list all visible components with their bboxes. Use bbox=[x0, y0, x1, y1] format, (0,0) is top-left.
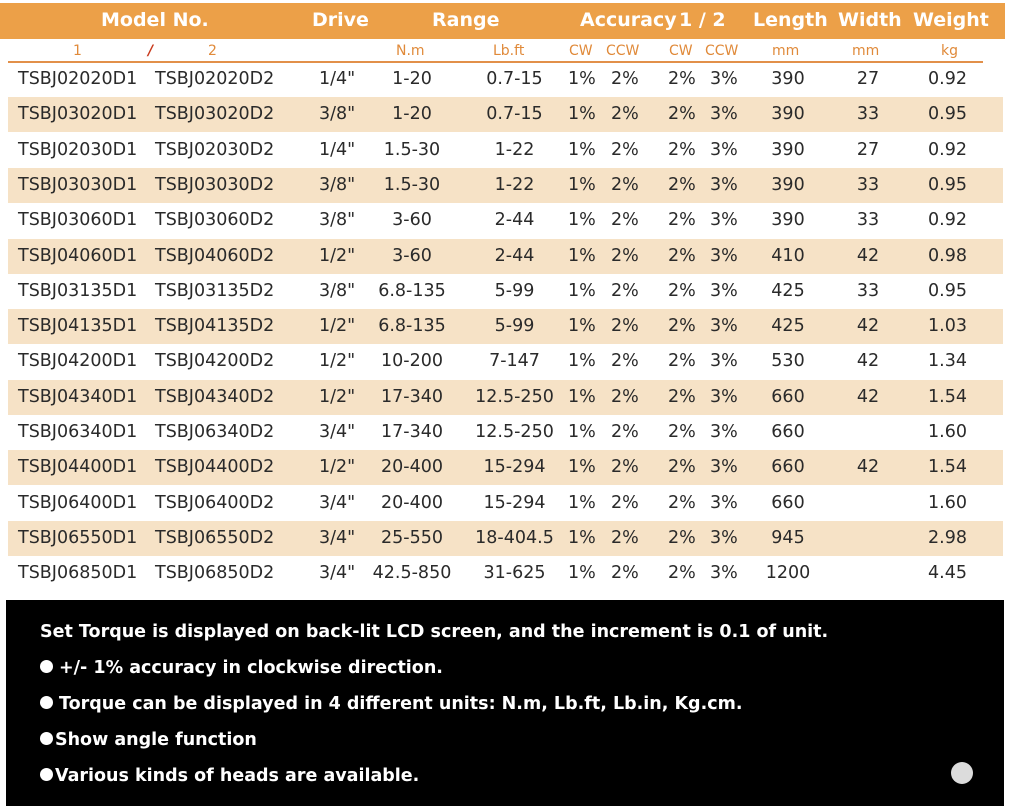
range-lbft-cell: 12.5-250 bbox=[475, 422, 554, 442]
table-row bbox=[8, 486, 1003, 521]
range-nm-cell: 6.8-135 bbox=[378, 316, 446, 337]
accuracy-cw2-cell: 2% bbox=[668, 422, 696, 442]
subheader-ccw1: CCW bbox=[606, 43, 640, 59]
drive-cell: 1/2" bbox=[319, 457, 356, 478]
drive-cell: 1/4" bbox=[319, 69, 356, 89]
table-row bbox=[8, 168, 1003, 203]
length-cell: 390 bbox=[771, 210, 805, 231]
model-1-cell: TSBJ04340D1 bbox=[18, 386, 138, 407]
model-1-cell: TSBJ04200D1 bbox=[18, 351, 138, 372]
length-cell: 660 bbox=[771, 457, 805, 478]
subheader-model-2: 2 bbox=[208, 43, 217, 59]
accuracy-cw2-cell: 2% bbox=[668, 457, 696, 478]
accuracy-cw1-cell: 1% bbox=[568, 492, 596, 513]
bullet-icon bbox=[40, 768, 53, 781]
range-nm-cell: 42.5-850 bbox=[372, 563, 452, 584]
accuracy-cw2-cell: 2% bbox=[668, 563, 696, 584]
length-cell: 390 bbox=[771, 69, 805, 89]
accuracy-cw1-cell: 1% bbox=[568, 527, 596, 548]
feature-item-2 bbox=[40, 658, 443, 678]
weight-cell: 4.45 bbox=[928, 563, 967, 584]
accuracy-ccw2-cell: 3% bbox=[710, 104, 738, 125]
accuracy-ccw1-cell: 2% bbox=[611, 69, 639, 89]
weight-cell: 1.34 bbox=[928, 351, 967, 372]
table-row bbox=[8, 380, 1003, 415]
range-lbft-cell: 15-294 bbox=[483, 492, 546, 513]
accuracy-ccw1-cell: 2% bbox=[611, 139, 639, 160]
accuracy-ccw1-cell: 2% bbox=[611, 210, 639, 231]
range-nm-cell: 25-550 bbox=[381, 527, 443, 548]
drive-cell: 1/2" bbox=[319, 316, 356, 337]
header-width: Width bbox=[838, 9, 902, 31]
accuracy-cw2-cell: 2% bbox=[668, 174, 696, 195]
drive-cell: 3/4" bbox=[319, 492, 356, 513]
table-row bbox=[8, 62, 1003, 97]
bullet-icon bbox=[40, 696, 53, 709]
length-cell: 660 bbox=[771, 386, 805, 407]
accuracy-cw2-cell: 2% bbox=[668, 492, 696, 513]
accuracy-ccw2-cell: 3% bbox=[710, 210, 738, 231]
width-cell: 42 bbox=[856, 245, 880, 266]
model-2-cell: TSBJ03060D2 bbox=[155, 210, 275, 231]
header-model-no: Model No. bbox=[101, 9, 209, 31]
accuracy-cw2-cell: 2% bbox=[668, 527, 696, 548]
accuracy-ccw1-cell: 2% bbox=[611, 422, 639, 442]
length-cell: 660 bbox=[771, 492, 805, 513]
width-cell bbox=[848, 415, 888, 450]
length-cell: 425 bbox=[771, 316, 805, 337]
subheader-width-unit: mm bbox=[852, 43, 880, 59]
model-1-cell: TSBJ02020D1 bbox=[18, 69, 138, 89]
accuracy-cw2-cell: 2% bbox=[668, 316, 696, 337]
accuracy-cw1-cell: 1% bbox=[568, 422, 596, 442]
model-1-cell: TSBJ03135D1 bbox=[18, 280, 138, 301]
header-range: Range bbox=[432, 9, 500, 31]
header-length: Length bbox=[753, 9, 828, 31]
subheader-slash: / bbox=[148, 43, 154, 59]
width-cell: 33 bbox=[856, 280, 880, 301]
model-2-cell: TSBJ04060D2 bbox=[155, 245, 275, 266]
accuracy-ccw1-cell: 2% bbox=[611, 104, 639, 125]
table-header bbox=[0, 3, 1005, 39]
length-cell: 660 bbox=[771, 422, 805, 442]
drive-cell: 1/2" bbox=[319, 386, 356, 407]
model-2-cell: TSBJ02020D2 bbox=[155, 69, 275, 89]
header-weight: Weight bbox=[913, 9, 989, 31]
width-cell: 42 bbox=[856, 316, 880, 337]
accuracy-cw2-cell: 2% bbox=[668, 69, 696, 89]
model-2-cell: TSBJ04135D2 bbox=[155, 316, 275, 337]
range-lbft-cell: 2-44 bbox=[494, 210, 535, 231]
weight-cell: 0.98 bbox=[928, 245, 967, 266]
range-nm-cell: 3-60 bbox=[392, 210, 432, 231]
model-2-cell: TSBJ04400D2 bbox=[155, 457, 275, 478]
subheader-length-unit: mm bbox=[772, 43, 800, 59]
model-1-cell: TSBJ06850D1 bbox=[18, 563, 138, 584]
model-2-cell: TSBJ06850D2 bbox=[155, 563, 275, 584]
accuracy-ccw2-cell: 3% bbox=[710, 280, 738, 301]
model-1-cell: TSBJ03030D1 bbox=[18, 174, 138, 195]
accuracy-ccw2-cell: 3% bbox=[710, 492, 738, 513]
subheader-cw1: CW bbox=[569, 43, 593, 59]
width-cell bbox=[848, 521, 888, 556]
length-cell: 390 bbox=[771, 139, 805, 160]
width-cell: 42 bbox=[856, 457, 880, 478]
accuracy-ccw2-cell: 3% bbox=[710, 139, 738, 160]
accuracy-cw1-cell: 1% bbox=[568, 245, 596, 266]
header-drive: Drive bbox=[312, 9, 369, 31]
accuracy-cw1-cell: 1% bbox=[568, 104, 596, 125]
drive-cell: 1/2" bbox=[319, 351, 356, 372]
weight-cell: 0.92 bbox=[928, 139, 967, 160]
range-lbft-cell: 1-22 bbox=[494, 139, 535, 160]
feature-text-4: Show angle function bbox=[55, 730, 257, 750]
length-cell: 1200 bbox=[765, 563, 811, 584]
drive-cell: 1/2" bbox=[319, 245, 356, 266]
table-row bbox=[8, 97, 1003, 132]
table-row bbox=[8, 309, 1003, 344]
weight-cell: 1.54 bbox=[928, 457, 967, 478]
drive-cell: 3/4" bbox=[319, 527, 356, 548]
feature-item-3 bbox=[40, 694, 743, 714]
accuracy-ccw1-cell: 2% bbox=[611, 527, 639, 548]
table-row bbox=[8, 415, 1003, 450]
range-nm-cell: 1-20 bbox=[392, 104, 432, 125]
accuracy-cw2-cell: 2% bbox=[668, 139, 696, 160]
weight-cell: 1.60 bbox=[928, 492, 967, 513]
weight-cell: 1.03 bbox=[928, 316, 967, 337]
model-1-cell: TSBJ04400D1 bbox=[18, 457, 138, 478]
feature-text-2: +/- 1% accuracy in clockwise direction. bbox=[59, 658, 443, 678]
accuracy-cw1-cell: 1% bbox=[568, 139, 596, 160]
table-row bbox=[8, 450, 1003, 485]
model-1-cell: TSBJ06400D1 bbox=[18, 492, 138, 513]
accuracy-cw1-cell: 1% bbox=[568, 457, 596, 478]
range-nm-cell: 17-340 bbox=[381, 422, 443, 442]
accuracy-cw2-cell: 2% bbox=[668, 386, 696, 407]
range-nm-cell: 1.5-30 bbox=[383, 139, 441, 160]
drive-cell: 1/4" bbox=[319, 139, 356, 160]
accuracy-ccw2-cell: 3% bbox=[710, 174, 738, 195]
drive-cell: 3/8" bbox=[319, 174, 356, 195]
header-accuracy: Accuracy bbox=[580, 9, 677, 31]
table-row bbox=[8, 203, 1003, 238]
accuracy-cw1-cell: 1% bbox=[568, 386, 596, 407]
length-cell: 390 bbox=[771, 174, 805, 195]
accuracy-cw1-cell: 1% bbox=[568, 210, 596, 231]
feature-text-3: Torque can be displayed in 4 different units: N.m, Lb.ft, Lb.in, Kg.cm. bbox=[59, 694, 743, 714]
range-lbft-cell: 7-147 bbox=[489, 351, 540, 372]
weight-cell: 0.95 bbox=[928, 104, 967, 125]
accuracy-cw1-cell: 1% bbox=[568, 174, 596, 195]
range-nm-cell: 1.5-30 bbox=[383, 174, 441, 195]
feature-line-1: Set Torque is displayed on back-lit LCD screen, and the increment is 0.1 of unit. bbox=[40, 622, 829, 642]
range-lbft-cell: 18-404.5 bbox=[475, 527, 554, 548]
subheader-cw2: CW bbox=[669, 43, 693, 59]
range-nm-cell: 6.8-135 bbox=[378, 280, 446, 301]
range-nm-cell: 20-400 bbox=[381, 457, 443, 478]
width-cell: 42 bbox=[856, 351, 880, 372]
length-cell: 410 bbox=[771, 245, 805, 266]
accuracy-cw1-cell: 1% bbox=[568, 563, 596, 584]
feature-item-5 bbox=[40, 766, 419, 786]
range-nm-cell: 20-400 bbox=[381, 492, 443, 513]
range-nm-cell: 1-20 bbox=[392, 69, 432, 89]
model-2-cell: TSBJ03030D2 bbox=[155, 174, 275, 195]
drive-cell: 3/8" bbox=[319, 280, 356, 301]
range-lbft-cell: 0.7-15 bbox=[486, 104, 543, 125]
accuracy-cw1-cell: 1% bbox=[568, 69, 596, 89]
weight-cell: 2.98 bbox=[928, 527, 967, 548]
model-2-cell: TSBJ02030D2 bbox=[155, 139, 275, 160]
model-2-cell: TSBJ03020D2 bbox=[155, 104, 275, 125]
range-lbft-cell: 5-99 bbox=[494, 316, 535, 337]
model-1-cell: TSBJ04135D1 bbox=[18, 316, 138, 337]
length-cell: 945 bbox=[771, 527, 805, 548]
width-cell bbox=[848, 556, 888, 591]
model-1-cell: TSBJ06340D1 bbox=[18, 422, 138, 442]
subheader-nm: N.m bbox=[396, 43, 425, 59]
accuracy-ccw1-cell: 2% bbox=[611, 386, 639, 407]
width-cell: 33 bbox=[856, 210, 880, 231]
feature-box bbox=[6, 600, 1004, 806]
model-1-cell: TSBJ03020D1 bbox=[18, 104, 138, 125]
model-1-cell: TSBJ03060D1 bbox=[18, 210, 138, 231]
range-nm-cell: 10-200 bbox=[381, 351, 443, 372]
subheader-lbft: Lb.ft bbox=[493, 43, 525, 59]
length-cell: 425 bbox=[771, 280, 805, 301]
model-2-cell: TSBJ04340D2 bbox=[155, 386, 275, 407]
range-lbft-cell: 31-625 bbox=[483, 563, 546, 584]
model-1-cell: TSBJ06550D1 bbox=[18, 527, 138, 548]
drive-cell: 3/8" bbox=[319, 104, 356, 125]
accuracy-ccw2-cell: 3% bbox=[710, 457, 738, 478]
model-2-cell: TSBJ06550D2 bbox=[155, 527, 275, 548]
header-accuracy-sub: 1 / 2 bbox=[679, 9, 726, 31]
width-cell: 33 bbox=[856, 104, 880, 125]
table-row bbox=[8, 556, 1003, 591]
circle-badge-icon bbox=[951, 762, 973, 784]
range-lbft-cell: 1-22 bbox=[494, 174, 535, 195]
range-lbft-cell: 15-294 bbox=[483, 457, 546, 478]
weight-cell: 1.54 bbox=[928, 386, 967, 407]
width-cell: 27 bbox=[856, 139, 880, 160]
table-row bbox=[8, 521, 1003, 556]
accuracy-ccw2-cell: 3% bbox=[710, 563, 738, 584]
range-nm-cell: 17-340 bbox=[381, 386, 443, 407]
accuracy-ccw1-cell: 2% bbox=[611, 280, 639, 301]
model-1-cell: TSBJ02030D1 bbox=[18, 139, 138, 160]
accuracy-ccw1-cell: 2% bbox=[611, 563, 639, 584]
accuracy-ccw2-cell: 3% bbox=[710, 386, 738, 407]
model-2-cell: TSBJ06340D2 bbox=[155, 422, 275, 442]
subheader-model-1: 1 bbox=[73, 43, 82, 59]
accuracy-cw2-cell: 2% bbox=[668, 245, 696, 266]
bullet-icon bbox=[40, 660, 53, 673]
accuracy-ccw1-cell: 2% bbox=[611, 245, 639, 266]
length-cell: 390 bbox=[771, 104, 805, 125]
drive-cell: 3/8" bbox=[319, 210, 356, 231]
accuracy-ccw2-cell: 3% bbox=[710, 351, 738, 372]
model-1-cell: TSBJ04060D1 bbox=[18, 245, 138, 266]
weight-cell: 0.92 bbox=[928, 210, 967, 231]
weight-cell: 0.95 bbox=[928, 174, 967, 195]
accuracy-ccw2-cell: 3% bbox=[710, 422, 738, 442]
length-cell: 530 bbox=[771, 351, 805, 372]
accuracy-cw2-cell: 2% bbox=[668, 104, 696, 125]
accuracy-cw1-cell: 1% bbox=[568, 316, 596, 337]
table-row bbox=[8, 133, 1003, 168]
range-lbft-cell: 2-44 bbox=[494, 245, 535, 266]
range-lbft-cell: 0.7-15 bbox=[486, 69, 543, 89]
width-cell: 33 bbox=[856, 174, 880, 195]
accuracy-ccw2-cell: 3% bbox=[710, 316, 738, 337]
weight-cell: 1.60 bbox=[928, 422, 967, 442]
drive-cell: 3/4" bbox=[319, 422, 356, 442]
model-2-cell: TSBJ06400D2 bbox=[155, 492, 275, 513]
table-row bbox=[8, 239, 1003, 274]
model-2-cell: TSBJ03135D2 bbox=[155, 280, 275, 301]
drive-cell: 3/4" bbox=[319, 563, 356, 584]
model-2-cell: TSBJ04200D2 bbox=[155, 351, 275, 372]
accuracy-ccw2-cell: 3% bbox=[710, 527, 738, 548]
range-lbft-cell: 12.5-250 bbox=[475, 386, 554, 407]
weight-cell: 0.92 bbox=[928, 69, 967, 89]
feature-item-4 bbox=[40, 730, 257, 750]
accuracy-cw2-cell: 2% bbox=[668, 210, 696, 231]
subheader-weight-unit: kg bbox=[941, 43, 958, 59]
accuracy-ccw2-cell: 3% bbox=[710, 245, 738, 266]
accuracy-ccw1-cell: 2% bbox=[611, 457, 639, 478]
bullet-icon bbox=[40, 732, 53, 745]
accuracy-cw2-cell: 2% bbox=[668, 351, 696, 372]
accuracy-cw1-cell: 1% bbox=[568, 280, 596, 301]
range-lbft-cell: 5-99 bbox=[494, 280, 535, 301]
accuracy-ccw1-cell: 2% bbox=[611, 174, 639, 195]
accuracy-ccw1-cell: 2% bbox=[611, 351, 639, 372]
range-nm-cell: 3-60 bbox=[392, 245, 432, 266]
accuracy-ccw1-cell: 2% bbox=[611, 316, 639, 337]
width-cell: 42 bbox=[856, 386, 880, 407]
accuracy-cw2-cell: 2% bbox=[668, 280, 696, 301]
accuracy-ccw1-cell: 2% bbox=[611, 492, 639, 513]
table-row bbox=[8, 274, 1003, 309]
table-row bbox=[8, 344, 1003, 379]
width-cell: 27 bbox=[856, 69, 880, 89]
accuracy-cw1-cell: 1% bbox=[568, 351, 596, 372]
subheader-ccw2: CCW bbox=[705, 43, 739, 59]
width-cell bbox=[848, 486, 888, 521]
weight-cell: 0.95 bbox=[928, 280, 967, 301]
accuracy-ccw2-cell: 3% bbox=[710, 69, 738, 89]
feature-text-5: Various kinds of heads are available. bbox=[55, 766, 420, 786]
